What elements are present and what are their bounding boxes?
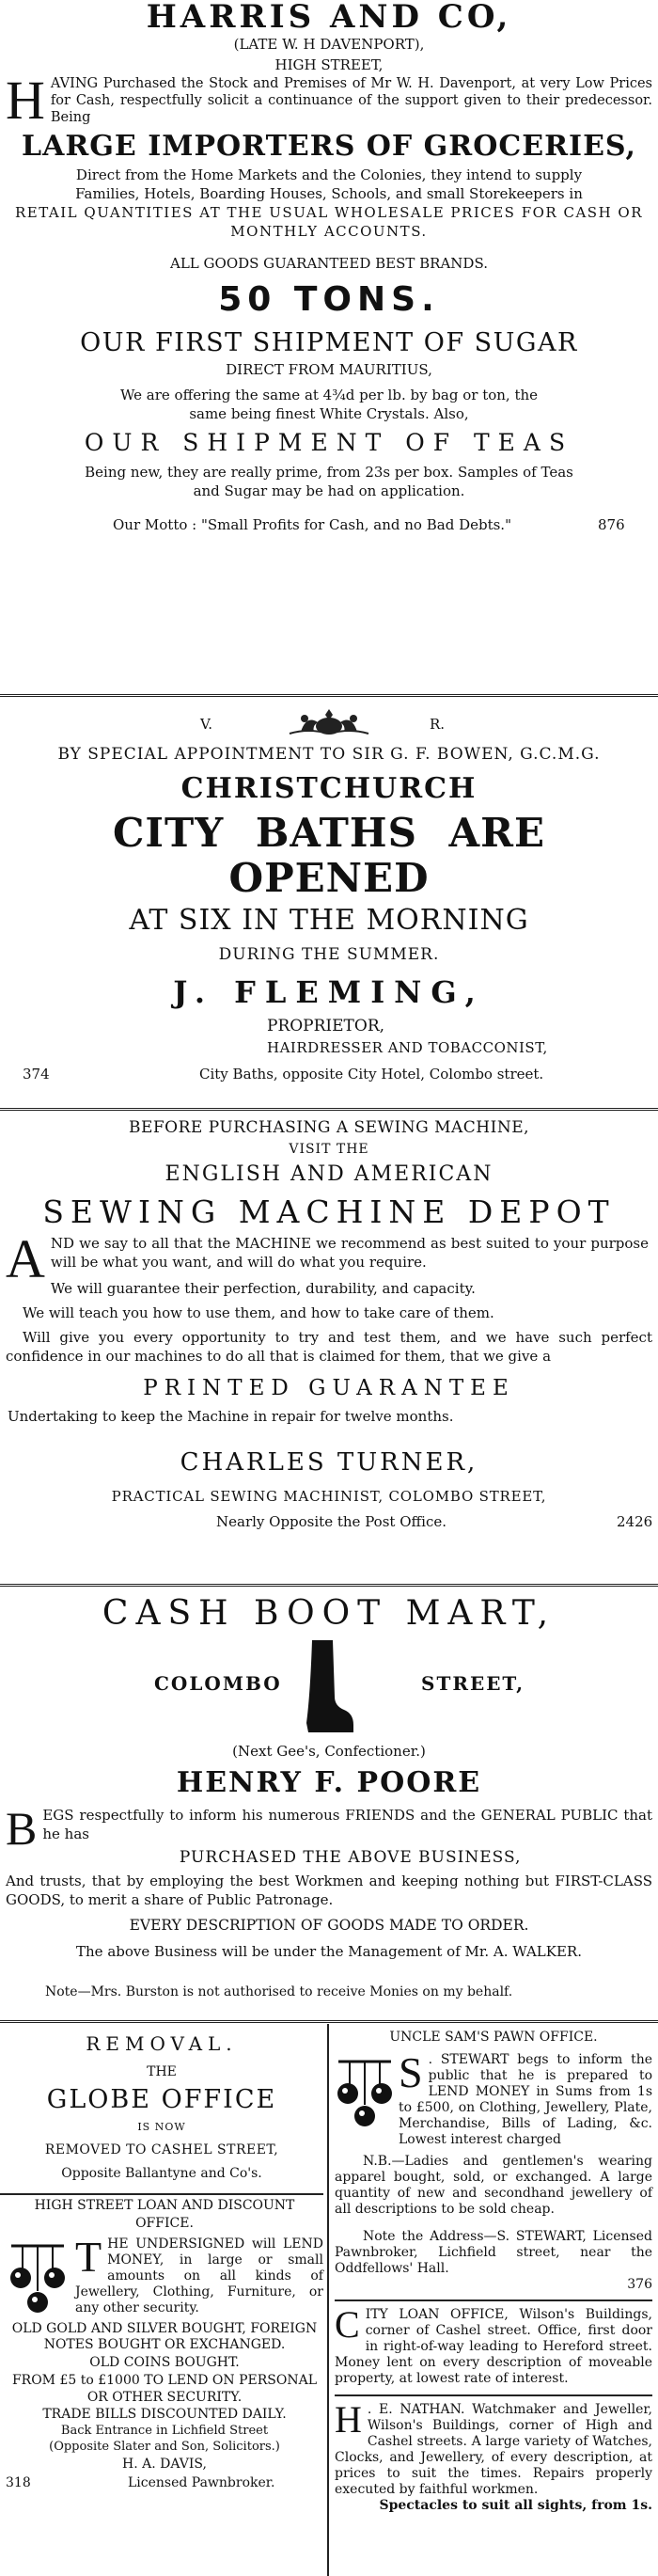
baths-number: 374 — [23, 1066, 50, 1083]
baths-v-letter: V. — [200, 716, 212, 733]
nathan-advertisement — [335, 2398, 652, 2514]
pawn-dropcap: S — [399, 2048, 423, 2096]
loan-opposite: (Opposite Slater and Son, Solicitors.) — [49, 2440, 280, 2454]
pawn-nb: N.B.—Ladies and gentlemen's wearing apparel bought, sold, or exchanged. A large quantity of new and secondhand jewellery of all descriptions to be sold cheap. — [335, 2154, 652, 2217]
baths-christchurch: CHRISTCHURCH — [180, 772, 478, 805]
harris-sugar-headline: OUR FIRST SHIPMENT OF SUGAR — [80, 328, 578, 357]
harris-retail: RETAIL QUANTITIES AT THE USUAL WHOLESALE PRICES FOR CASH OR MONTHLY ACCOUNTS. — [14, 204, 644, 240]
harris-headline: LARGE IMPORTERS OF GROCERIES, — [22, 130, 636, 163]
sewing-printed-guarantee: PRINTED GUARANTEE — [143, 1376, 515, 1400]
sewing-footer — [0, 1507, 658, 1533]
royal-crest-icon — [282, 705, 376, 737]
boot-next-to: (Next Gee's, Confectioner.) — [232, 1743, 426, 1760]
pawn-intro: . STEWART begs to inform the public that he is prepared to LEND MONEY in Sums from 1s to £500, on Clothing, Jewellery, Plate, Merchandise, Bills of Lading, &c. Lowest interest charged — [399, 2052, 652, 2147]
boot-trusts: And trusts, that by employing the best Workmen and keeping nothing but FIRST-CLASS GOODS, to merit a share of Public Patronage. — [6, 1873, 652, 1908]
harris-motto: Our Motto : "Small Profits for Cash, and no Bad Debts." — [113, 516, 511, 533]
column-rule — [335, 2299, 652, 2301]
sewing-intro-text: ND we say to all that the MACHINE we recommend as best suited to your purpose will be what you want, and will do what you require. — [50, 1235, 649, 1271]
harris-offering: We are offering the same at 4¾d per lb. by bag or ton, the same being finest White Crystals. Also, — [119, 387, 539, 422]
loan-footer — [6, 2473, 323, 2492]
column-divider — [327, 2024, 329, 2576]
loan-dropcap: T — [75, 2233, 102, 2281]
boot-henry-poore: HENRY F. POORE — [176, 1766, 482, 1799]
column-rule — [335, 2394, 652, 2396]
harris-direct: Direct from the Home Markets and the Colonies, they intend to supply Families, Hotels, Boarding Houses, Schools, and small Storekeepers in — [75, 166, 583, 202]
left-column — [0, 2028, 323, 2492]
boot-colombo-row — [0, 1638, 658, 1742]
removal-removed: REMOVED TO CASHEL STREET, — [44, 2142, 279, 2157]
boot-purchased: PURCHASED THE ABOVE BUSINESS, — [179, 1848, 522, 1867]
harris-mauritius: DIRECT FROM MAURITIUS, — [226, 361, 432, 378]
boot-intro-text: EGS respectfully to inform his numerous FRIENDS and the GENERAL PUBLIC that he has — [42, 1807, 652, 1842]
baths-footer — [0, 1059, 658, 1087]
loan-from: FROM £5 to £1000 TO LEND ON PERSONAL OR OTHER SECURITY. — [11, 2373, 318, 2405]
separator-rule — [0, 1584, 658, 1587]
cityloan-text: ITY LOAN OFFICE, Wilson's Buildings, corner of Cashel street. Office, first door in right-of-way leading to Hereford street. Money lent on every description of moveable property, at lowest rate of interest. — [335, 2307, 652, 2386]
loan-licensed: Licensed Pawnbroker. — [128, 2475, 275, 2490]
royal-arms-row — [0, 703, 658, 741]
right-column — [335, 2028, 652, 2514]
boot-advertisement — [0, 1589, 658, 2001]
pawn-title: UNCLE SAM'S PAWN OFFICE. — [389, 2030, 598, 2045]
removal-is-now: IS NOW — [137, 2121, 186, 2133]
harris-street: HIGH STREET, — [274, 56, 384, 73]
baths-trade: HAIRDRESSER AND TOBACCONIST, — [267, 1039, 548, 1056]
boot-note: Note—Mrs. Burston is not authorised to receive Monies on my behalf. — [45, 1984, 513, 1999]
removal-the: THE — [147, 2064, 177, 2079]
sewing-practical: PRACTICAL SEWING MACHINIST, COLOMBO STREET, — [111, 1488, 547, 1505]
baths-six-morning: AT SIX IN THE MORNING — [129, 904, 529, 937]
loan-gold: OLD GOLD AND SILVER BOUGHT, FOREIGN NOTES BOUGHT OR EXCHANGED. — [11, 2321, 318, 2352]
sewing-depot: SEWING MACHINE DEPOT — [42, 1193, 616, 1230]
baths-appointment: BY SPECIAL APPOINTMENT TO SIR G. F. BOWEN, G.C.M.G. — [57, 745, 601, 764]
loan-davis: H. A. DAVIS, — [122, 2457, 207, 2472]
sewing-advertisement — [0, 1115, 658, 1533]
sewing-opposite: Nearly Opposite the Post Office. — [216, 1513, 446, 1530]
harris-intro-text: AVING Purchased the Stock and Premises of Mr W. H. Davenport, at very Low Prices for Cash, respectfully solicit a continuance of the support given to their predecessor. Being — [50, 76, 652, 125]
harris-teas-headline: OUR SHIPMENT OF TEAS — [84, 429, 574, 456]
boot-every-description: EVERY DESCRIPTION OF GOODS MADE TO ORDER. — [129, 1917, 529, 1934]
baths-opened: CITY BATHS ARE OPENED — [112, 810, 546, 901]
harris-guaranteed: ALL GOODS GUARANTEED BEST BRANDS. — [170, 255, 488, 272]
harris-teas-text: Being new, they are really prime, from 23s per box. Samples of Teas and Sugar may be had on application. — [85, 464, 573, 499]
loan-body — [6, 2233, 323, 2316]
baths-summer: DURING THE SUMMER. — [218, 945, 440, 964]
harris-intro-paragraph — [0, 70, 658, 131]
boot-colombo: COLOMBO — [154, 1672, 282, 1695]
sewing-before: BEFORE PURCHASING A SEWING MACHINE, — [128, 1118, 530, 1137]
boot-intro-paragraph — [0, 1802, 658, 1855]
sewing-line-guarantee: We will guarantee their perfection, durability, and capacity. — [50, 1280, 476, 1297]
baths-fleming: J. FLEMING, — [173, 974, 485, 1010]
pawnbroker-balls-icon — [6, 2240, 70, 2321]
sewing-number: 2426 — [617, 1513, 653, 1530]
cityloan-advertisement — [335, 2303, 652, 2387]
separator-rule — [0, 694, 658, 697]
baths-advertisement — [0, 703, 658, 1087]
loan-back-entrance: Back Entrance in Lichfield Street — [60, 2424, 269, 2438]
sewing-undertaking: Undertaking to keep the Machine in repair for twelve months. — [8, 1408, 454, 1425]
baths-proprietor: PROPRIETOR, — [267, 1017, 385, 1035]
pawnbroker-balls-icon — [335, 2056, 395, 2135]
boot-street: STREET, — [421, 1672, 525, 1695]
sewing-charles-turner: CHARLES TURNER, — [180, 1448, 478, 1477]
separator-rule — [0, 2020, 658, 2023]
loan-bills: TRADE BILLS DISCOUNTED DAILY. — [42, 2407, 287, 2422]
harris-dropcap: H — [6, 70, 45, 131]
loan-advertisement — [0, 2195, 323, 2492]
harris-advertisement — [0, 0, 658, 538]
loan-coins: OLD COINS BOUGHT. — [89, 2355, 240, 2370]
loan-number: 318 — [6, 2475, 31, 2490]
sewing-line-try: Will give you every opportunity to try and test them, and we have such perfect confidence in our machines to do all that is claimed for them, that we give a — [6, 1329, 652, 1365]
boot-dropcap: B — [6, 1802, 38, 1855]
removal-globe-office: GLOBE OFFICE — [46, 2085, 277, 2114]
removal-opposite: Opposite Ballantyne and Co's. — [61, 2166, 262, 2181]
boot-management: The above Business will be under the Management of Mr. A. WALKER. — [76, 1943, 582, 1960]
pawn-body — [335, 2048, 652, 2148]
loan-title: HIGH STREET LOAN AND DISCOUNT OFFICE. — [34, 2198, 295, 2231]
harris-tons: 50 TONS. — [218, 280, 440, 319]
cityloan-dropcap: C — [335, 2303, 360, 2346]
harris-late: (LATE W. H DAVENPORT), — [233, 36, 425, 53]
removal-title: REMOVAL. — [86, 2032, 238, 2055]
removal-advertisement — [0, 2028, 323, 2186]
sewing-dropcap: A — [6, 1228, 45, 1289]
harris-title: HARRIS AND CO, — [146, 0, 512, 36]
separator-rule — [0, 1108, 658, 1111]
pawn-number: 376 — [627, 2277, 652, 2292]
pawn-advertisement — [335, 2028, 652, 2292]
nathan-spectacles: Spectacles to suit all sights, from 1s. — [379, 2498, 652, 2513]
nathan-text: . E. NATHAN. Watchmaker and Jeweller, Wilson's Buildings, corner of High and Cashel streets. A large variety of Watches, Clocks, and Jewellery, of every description, at prices to suit the times. Repairs properly executed by faithful workmen. — [335, 2402, 652, 2497]
loan-intro: HE UNDERSIGNED will LEND MONEY, in large or small amounts on all kinds of Jewellery, Clothing, Furniture, or any other security. — [75, 2236, 323, 2315]
baths-r-letter: R. — [430, 716, 446, 733]
nathan-dropcap: H — [335, 2398, 362, 2441]
sewing-line-teach: We will teach you how to use them, and how to take care of them. — [23, 1304, 494, 1321]
baths-address: City Baths, opposite City Hotel, Colombo street. — [199, 1066, 544, 1083]
boot-icon — [299, 1638, 355, 1736]
boot-title: CASH BOOT MART, — [102, 1594, 556, 1633]
harris-footer — [0, 500, 658, 538]
sewing-english: ENGLISH AND AMERICAN — [164, 1162, 494, 1186]
pawn-address: Note the Address—S. STEWART, Licensed Pawnbroker, Lichfield street, near the Oddfellows' Hall. — [335, 2229, 652, 2276]
harris-number: 876 — [598, 516, 625, 533]
sewing-visit: VISIT THE — [289, 1142, 369, 1157]
